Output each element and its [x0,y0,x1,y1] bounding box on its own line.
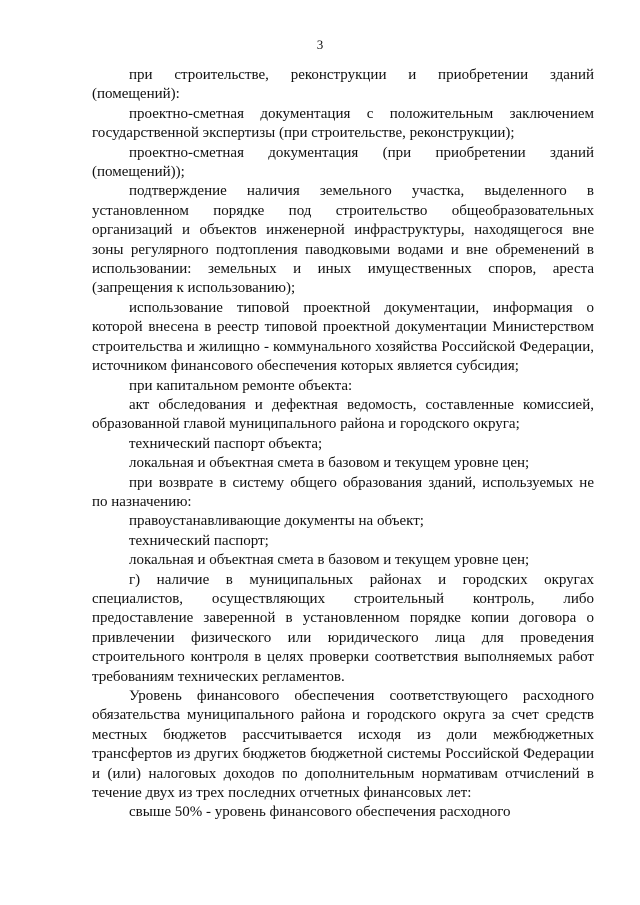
document-body [92,66,594,823]
paragraph-inspection-act: акт обследования и дефектная ведомость, составленные комиссией, образованной главой муниципального района и городского округа; [92,396,594,433]
paragraph-design-documentation-expertise: проектно-сметная документация с положительным заключением государственной экспертизы (при строительстве, реконструкции); [92,105,594,142]
page-number: 3 [316,37,324,52]
paragraph-construction-heading: при строительстве, реконструкции и приобретении зданий (помещений): [92,67,594,103]
paragraph-technical-passport: технический паспорт; [129,532,269,549]
paragraph-return-buildings-heading: при возврате в систему общего образования зданий, используемых не по назначению: [92,474,594,510]
paragraph-technical-passport-object: технический паспорт объекта; [129,435,323,452]
paragraph-estimate-repair: локальная и объектная смета в базовом и текущем уровне цен; [129,455,530,472]
paragraph-estimate-return: локальная и объектная смета в базовом и текущем уровне цен; [129,552,530,569]
paragraph-standard-design-documentation: использование типовой проектной документации, информация о которой внесена в реестр типовой проектной документации Министерством строительства и жилищно - коммунального хозяйства Российской Федерации, источником финансового обеспечения которых является субсидия; [92,299,594,375]
paragraph-capital-repair-heading: при капитальном ремонте объекта: [129,377,353,394]
paragraph-financing-level: Уровень финансового обеспечения соответствующего расходного обязательства муниципального района и городского округа за счет средств местных бюджетов рассчитывается исходя из доли межбюджетных трансфертов из других бюджетов бюджетной системы Российской Федерации и (или) налоговых доходов по дополнительным нормативам отчислений в течение двух из трех последних отчетных финансовых лет: [92,688,594,802]
paragraph-construction-control: г) наличие в муниципальных районах и городских округах специалистов, осуществляющих строительный контроль, либо предоставление заверенной в установленном порядке копии договора о привлечении физического или юридического лица для проведения строительного контроля в целях проверки соответствия выполняемых работ требованиям технических регламентов. [92,571,594,685]
paragraph-over-50-percent: свыше 50% - уровень финансового обеспечения расходного [129,804,511,821]
paragraph-land-plot-confirmation: подтверждение наличия земельного участка, выделенного в установленном порядке под строительство общеобразовательных организаций и объектов инженерной инфраструктуры, находящегося вне зоны регулярного подтопления паводковыми водами и вне обременений в использовании: земельных и иных имущественных споров, ареста (запрещения к использованию); [92,183,594,297]
paragraph-title-documents: правоустанавливающие документы на объект; [129,513,424,530]
paragraph-design-documentation-acquisition: проектно-сметная документация (при приобретении зданий (помещений)); [92,144,594,181]
